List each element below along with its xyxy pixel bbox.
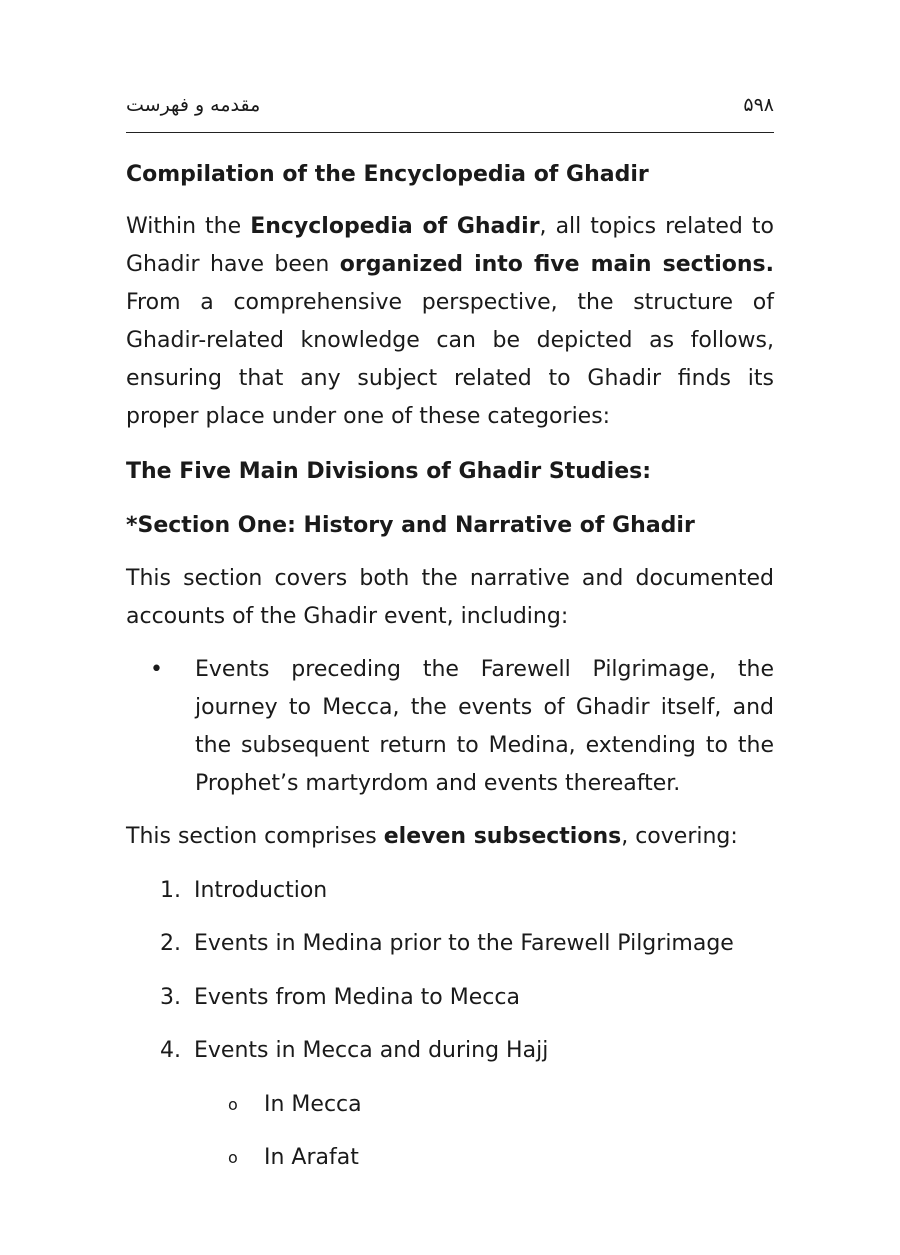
numbered-item [160,1036,548,1066]
numbered-item-number: 3. [160,985,181,1010]
paragraph-intro-text-1: Within the [126,214,251,239]
heading-section-one: *Section One: History and Narrative of Ghadir [126,513,695,538]
list-item-bullet [126,651,774,803]
paragraph-intro-bold-2: organized into five main sections. [339,252,774,277]
numbered-item-number: 2. [160,931,181,956]
running-head-title: مقدمه و فهرست [126,94,261,116]
paragraph-intro-bold-1: Encyclopedia of Ghadir [250,214,540,239]
numbered-item-text: Events from Medina to Mecca [194,985,520,1010]
paragraph-intro [126,208,774,436]
numbered-item-text: Events in Medina prior to the Farewell Pilgrimage [194,931,734,956]
sub-list-marker: o [228,1095,238,1114]
sub-list-item [228,1090,362,1120]
sub-list-item [228,1143,359,1173]
numbered-item-text: Introduction [194,878,328,903]
heading-compilation: Compilation of the Encyclopedia of Ghadir [126,162,649,187]
numbered-item [160,929,734,959]
sub-list-marker: o [228,1148,238,1167]
sub-list-item-text: In Mecca [264,1092,362,1117]
numbered-item-number: 4. [160,1038,181,1063]
numbered-item-text: Events in Mecca and during Hajj [194,1038,549,1063]
numbered-item [160,876,327,906]
running-head [126,92,774,133]
page-number: ۵۹۸ [743,94,774,116]
paragraph-intro-text-3: From a comprehensive perspective, the structure of Ghadir-related knowledge can be depicted as follows, ensuring that any subject related to Ghadir finds its proper place under one of these categories: [126,290,774,429]
heading-divisions: The Five Main Divisions of Ghadir Studies: [126,459,652,484]
paragraph-subsections-text-2: , covering: [621,824,738,849]
sub-list-item-text: In Arafat [264,1145,359,1170]
numbered-item [160,983,520,1013]
paragraph-subsections [126,818,774,856]
paragraph-subsections-text-1: This section comprises [126,824,384,849]
bullet-marker: • [150,657,163,682]
paragraph-subsections-bold: eleven subsections [383,824,622,849]
bullet-text: Events preceding the Farewell Pilgrimage, the journey to Mecca, the events of Ghadir itself, and the subsequent return to Medina, extending to the Prophet’s martyrdom and events thereafter. [195,657,774,796]
paragraph-intro-text-2: , all topics related to Ghadir have been [126,214,774,277]
numbered-item-number: 1. [160,878,181,903]
paragraph-section-coverage: This section covers both the narrative and documented accounts of the Ghadir event, including: [126,566,774,629]
